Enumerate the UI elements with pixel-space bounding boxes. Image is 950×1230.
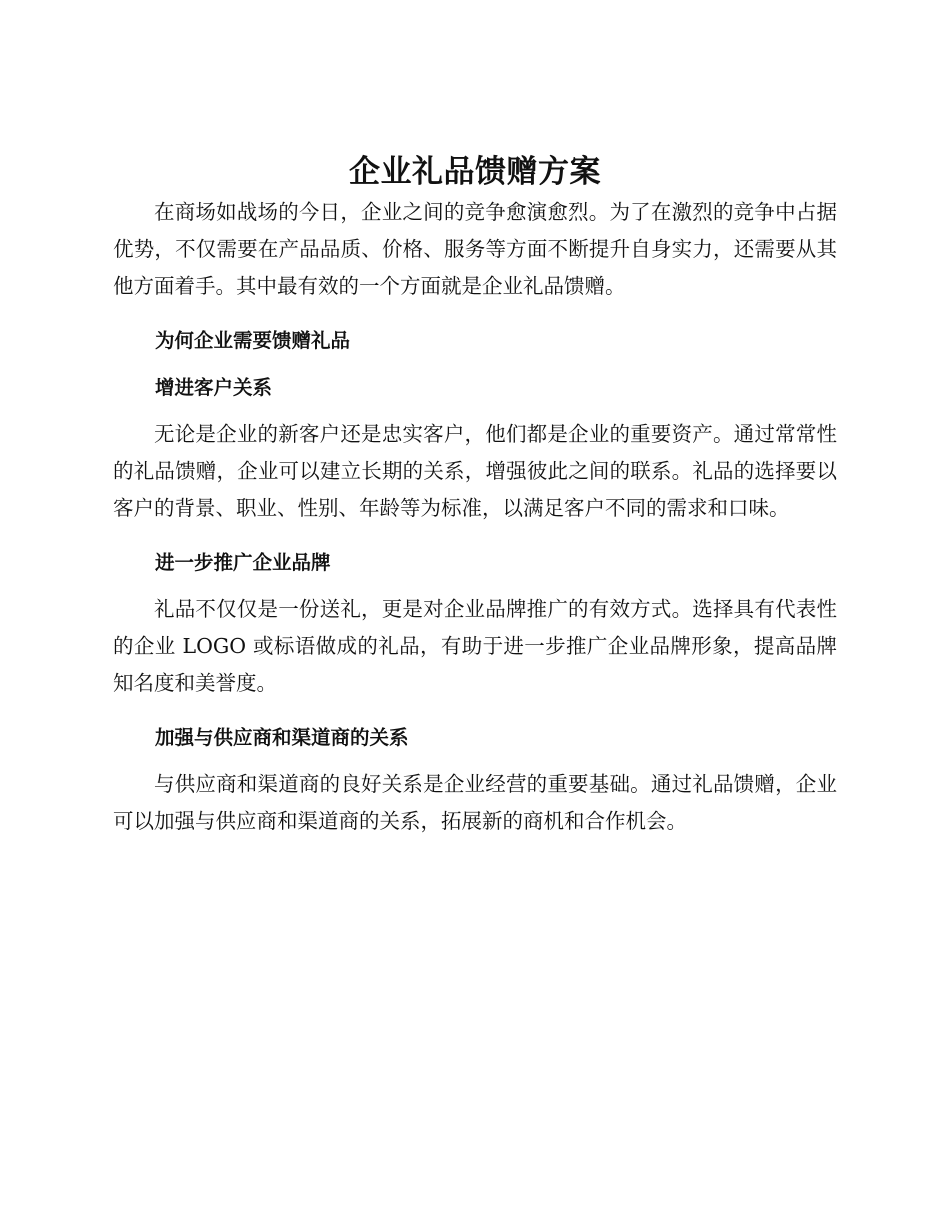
section-heading-why-gifts: 为何企业需要馈赠礼品 — [155, 329, 351, 352]
document-page — [113, 150, 837, 840]
subheading-supplier-relations: 加强与供应商和渠道商的关系 — [155, 726, 409, 749]
paragraph-brand-promotion: 礼品不仅仅是一份送礼，更是对企业品牌推广的有效方式。选择具有代表性的企业 LOGO 或标语做成的礼品，有助于进一步推广企业品牌形象，提高品牌知名度和美誉度。 — [113, 597, 837, 695]
paragraph-supplier-relations: 与供应商和渠道商的良好关系是企业经营的重要基础。通过礼品馈赠，企业可以加强与供应商和渠道商的关系，拓展新的商机和合作机会。 — [113, 772, 837, 833]
subheading-brand-promotion: 进一步推广企业品牌 — [155, 551, 331, 574]
intro-paragraph: 在商场如战场的今日，企业之间的竞争愈演愈烈。为了在激烈的竞争中占据优势，不仅需要在产品品质、价格、服务等方面不断提升自身实力，还需要从其他方面着手。其中最有效的一个方面就是企业礼品馈赠。 — [113, 200, 837, 298]
paragraph-customer-relations: 无论是企业的新客户还是忠实客户，他们都是企业的重要资产。通过常常性的礼品馈赠，企业可以建立长期的关系，增强彼此之间的联系。礼品的选择要以客户的背景、职业、性别、年龄等为标准，以满足客户不同的需求和口味。 — [113, 422, 837, 520]
subheading-customer-relations: 增进客户关系 — [155, 376, 273, 399]
document-title: 企业礼品馈赠方案 — [349, 154, 601, 190]
